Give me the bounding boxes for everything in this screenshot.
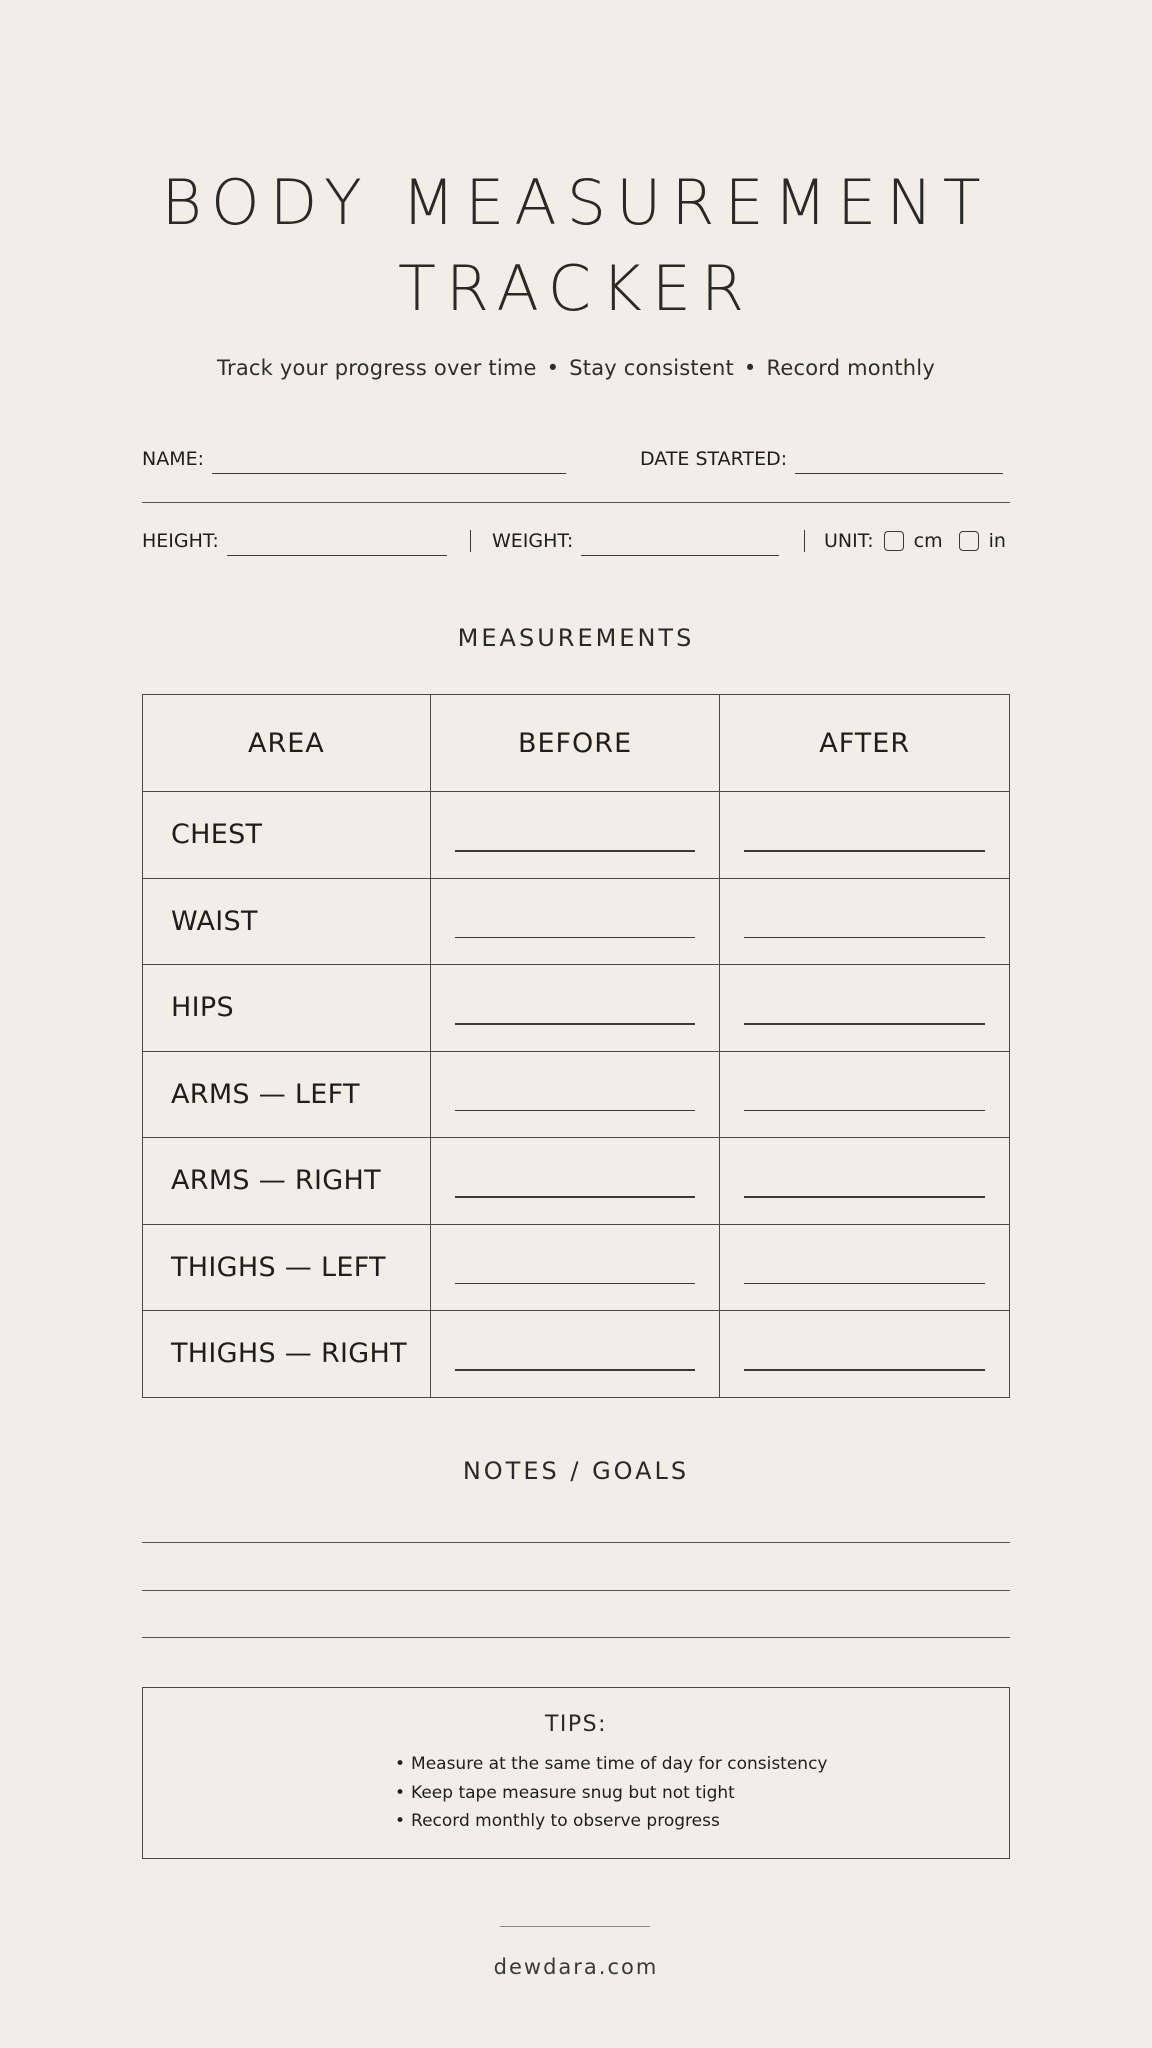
area-label-waist: WAIST <box>143 878 431 965</box>
after-cell-arms-left[interactable] <box>720 1051 1010 1138</box>
name-field[interactable] <box>142 444 566 474</box>
after-cell-thighs-left[interactable] <box>720 1224 1010 1311</box>
subtitle-part-3: Record monthly <box>766 356 935 380</box>
title-line-1: BODY MEASUREMENT <box>161 166 991 239</box>
before-input-line <box>455 1369 696 1370</box>
notes-line-1[interactable] <box>142 1542 1010 1543</box>
page-title <box>0 160 1152 332</box>
weight-field[interactable] <box>492 526 779 556</box>
notes-goals-heading: NOTES / GOALS <box>462 1457 690 1485</box>
measurements-heading: MEASUREMENTS <box>457 624 695 652</box>
name-date-row <box>142 444 1010 474</box>
after-input-line <box>744 1023 985 1024</box>
tips-title: TIPS: <box>544 1712 608 1737</box>
weight-label: WEIGHT: <box>492 530 574 552</box>
before-input-line <box>455 1023 696 1024</box>
info-divider <box>142 502 1010 503</box>
after-cell-chest[interactable] <box>720 792 1010 879</box>
area-label-arms-right: ARMS — RIGHT <box>143 1138 431 1225</box>
before-cell-thighs-right[interactable] <box>430 1311 720 1398</box>
after-cell-hips[interactable] <box>720 965 1010 1052</box>
unit-selector <box>824 526 1006 556</box>
unit-in-label: in <box>988 530 1006 552</box>
tip-item: • Measure at the same time of day for consistency <box>395 1750 828 1779</box>
area-label-hips: HIPS <box>143 965 431 1052</box>
subtitle <box>0 356 1152 380</box>
subtitle-part-2: Stay consistent <box>569 356 734 380</box>
unit-label: UNIT: <box>824 530 874 552</box>
footer-site: dewdara.com <box>493 1955 659 1979</box>
area-label-arms-left: ARMS — LEFT <box>143 1051 431 1138</box>
field-separator-1 <box>470 530 471 552</box>
before-cell-arms-right[interactable] <box>430 1138 720 1225</box>
tip-item: • Record monthly to observe progress <box>395 1807 828 1836</box>
before-input-line <box>455 1110 696 1111</box>
table-row <box>143 878 1010 965</box>
before-cell-thighs-left[interactable] <box>430 1224 720 1311</box>
area-label-thighs-right: THIGHS — RIGHT <box>143 1311 431 1398</box>
height-label: HEIGHT: <box>142 530 219 552</box>
column-header-area: AREA <box>143 695 431 792</box>
measurements-table <box>142 694 1010 1398</box>
before-input-line <box>455 937 696 938</box>
title-line-2: TRACKER <box>398 252 754 325</box>
height-weight-unit-row <box>142 526 1010 556</box>
notes-line-2[interactable] <box>142 1590 1010 1591</box>
name-label: NAME: <box>142 448 205 470</box>
table-row <box>143 792 1010 879</box>
area-label-thighs-left: THIGHS — LEFT <box>143 1224 431 1311</box>
table-row <box>143 1224 1010 1311</box>
height-input-line[interactable] <box>227 534 447 556</box>
table-header-row <box>143 695 1010 792</box>
before-cell-arms-left[interactable] <box>430 1051 720 1138</box>
footer-divider <box>500 1926 650 1927</box>
date-started-label: DATE STARTED: <box>640 448 788 470</box>
subtitle-separator-1: • <box>546 356 560 380</box>
after-input-line <box>744 1196 985 1197</box>
date-started-input-line[interactable] <box>795 452 1003 474</box>
after-input-line <box>744 1283 985 1284</box>
weight-input-line[interactable] <box>581 534 779 556</box>
before-input-line <box>455 850 696 851</box>
tip-item: • Keep tape measure snug but not tight <box>395 1779 828 1808</box>
before-input-line <box>455 1196 696 1197</box>
unit-cm-label: cm <box>913 530 943 552</box>
subtitle-separator-2: • <box>743 356 757 380</box>
height-field[interactable] <box>142 526 447 556</box>
after-cell-thighs-right[interactable] <box>720 1311 1010 1398</box>
table-row <box>143 1138 1010 1225</box>
after-cell-arms-right[interactable] <box>720 1138 1010 1225</box>
table-row <box>143 1311 1010 1398</box>
tips-box <box>142 1687 1010 1859</box>
subtitle-part-1: Track your progress over time <box>217 356 537 380</box>
unit-cm-checkbox[interactable] <box>884 531 904 551</box>
name-input-line[interactable] <box>212 452 566 474</box>
column-header-before: BEFORE <box>430 695 720 792</box>
after-input-line <box>744 937 985 938</box>
column-header-after: AFTER <box>720 695 1010 792</box>
table-row <box>143 1051 1010 1138</box>
after-input-line <box>744 1369 985 1370</box>
before-cell-waist[interactable] <box>430 878 720 965</box>
after-input-line <box>744 850 985 851</box>
tips-list <box>395 1750 828 1836</box>
unit-in-checkbox[interactable] <box>959 531 979 551</box>
after-cell-waist[interactable] <box>720 878 1010 965</box>
notes-line-3[interactable] <box>142 1637 1010 1638</box>
before-cell-hips[interactable] <box>430 965 720 1052</box>
before-input-line <box>455 1283 696 1284</box>
table-row <box>143 965 1010 1052</box>
area-label-chest: CHEST <box>143 792 431 879</box>
after-input-line <box>744 1110 985 1111</box>
before-cell-chest[interactable] <box>430 792 720 879</box>
field-separator-2 <box>804 530 805 552</box>
date-started-field[interactable] <box>640 444 1003 474</box>
